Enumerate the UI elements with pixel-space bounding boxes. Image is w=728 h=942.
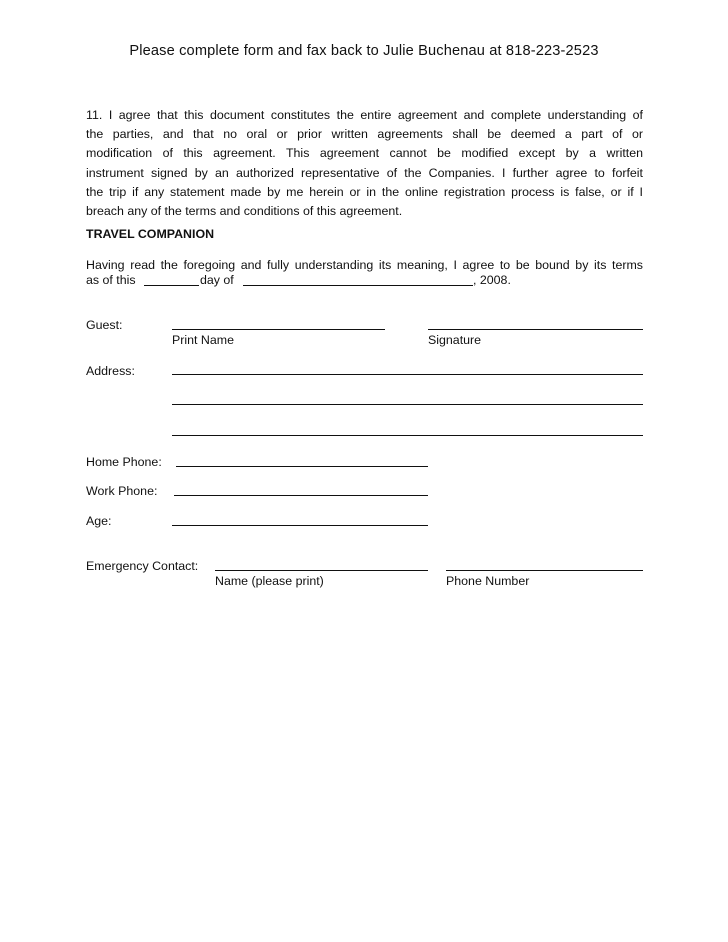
guest-print-name-line[interactable]: [172, 329, 385, 330]
clause-11-line: the parties, and that no oral or prior written agreements shall be deemed a part of or: [86, 127, 643, 142]
as-of-this-label: as of this: [86, 273, 136, 287]
emergency-contact-label: Emergency Contact:: [86, 559, 199, 573]
signature-caption: Signature: [428, 333, 482, 347]
home-phone-line[interactable]: [176, 466, 428, 467]
day-of-label: day of: [200, 273, 234, 287]
emergency-phone-line[interactable]: [446, 570, 643, 571]
address-label: Address:: [86, 364, 135, 378]
clause-11-line: 11. I agree that this document constitutes the entire agreement and complete understanding of: [86, 108, 643, 122]
work-phone-label: Work Phone:: [86, 484, 158, 498]
month-input-line[interactable]: [243, 285, 473, 286]
emergency-phone-caption: Phone Number: [446, 574, 530, 588]
agreement-line: Having read the foregoing and fully understanding its meaning, I agree to be bound by its terms: [86, 258, 643, 272]
clause-11-line: instrument signed by an authorized representative of the Companies. I further agree to forfeit: [86, 165, 643, 180]
year-label: , 2008.: [473, 273, 511, 287]
work-phone-line[interactable]: [174, 495, 428, 496]
address-line-1[interactable]: [172, 374, 643, 375]
age-label: Age:: [86, 514, 112, 528]
fax-instructions-header: Please complete form and fax back to Julie Buchenau at 818-223-2523: [129, 43, 599, 59]
home-phone-label: Home Phone:: [86, 455, 162, 469]
guest-signature-line[interactable]: [428, 329, 643, 330]
clause-11-line: the trip if any statement made by me herein or in the online registration process is false, or if I: [86, 184, 643, 199]
agreement-paragraph: [86, 256, 643, 275]
emergency-name-caption: Name (please print): [215, 574, 324, 588]
address-line-3[interactable]: [172, 435, 643, 436]
clause-11-paragraph: [86, 106, 643, 221]
clause-11-line: modification of this agreement. This agreement cannot be modified except by a written: [86, 146, 643, 161]
age-line[interactable]: [172, 525, 428, 526]
travel-companion-heading: TRAVEL COMPANION: [86, 227, 215, 241]
address-line-2[interactable]: [172, 404, 643, 405]
day-input-line[interactable]: [144, 285, 199, 286]
print-name-caption: Print Name: [172, 333, 234, 347]
clause-11-line: breach any of the terms and conditions of this agreement.: [86, 203, 403, 218]
emergency-name-line[interactable]: [215, 570, 428, 571]
guest-label: Guest:: [86, 318, 123, 332]
